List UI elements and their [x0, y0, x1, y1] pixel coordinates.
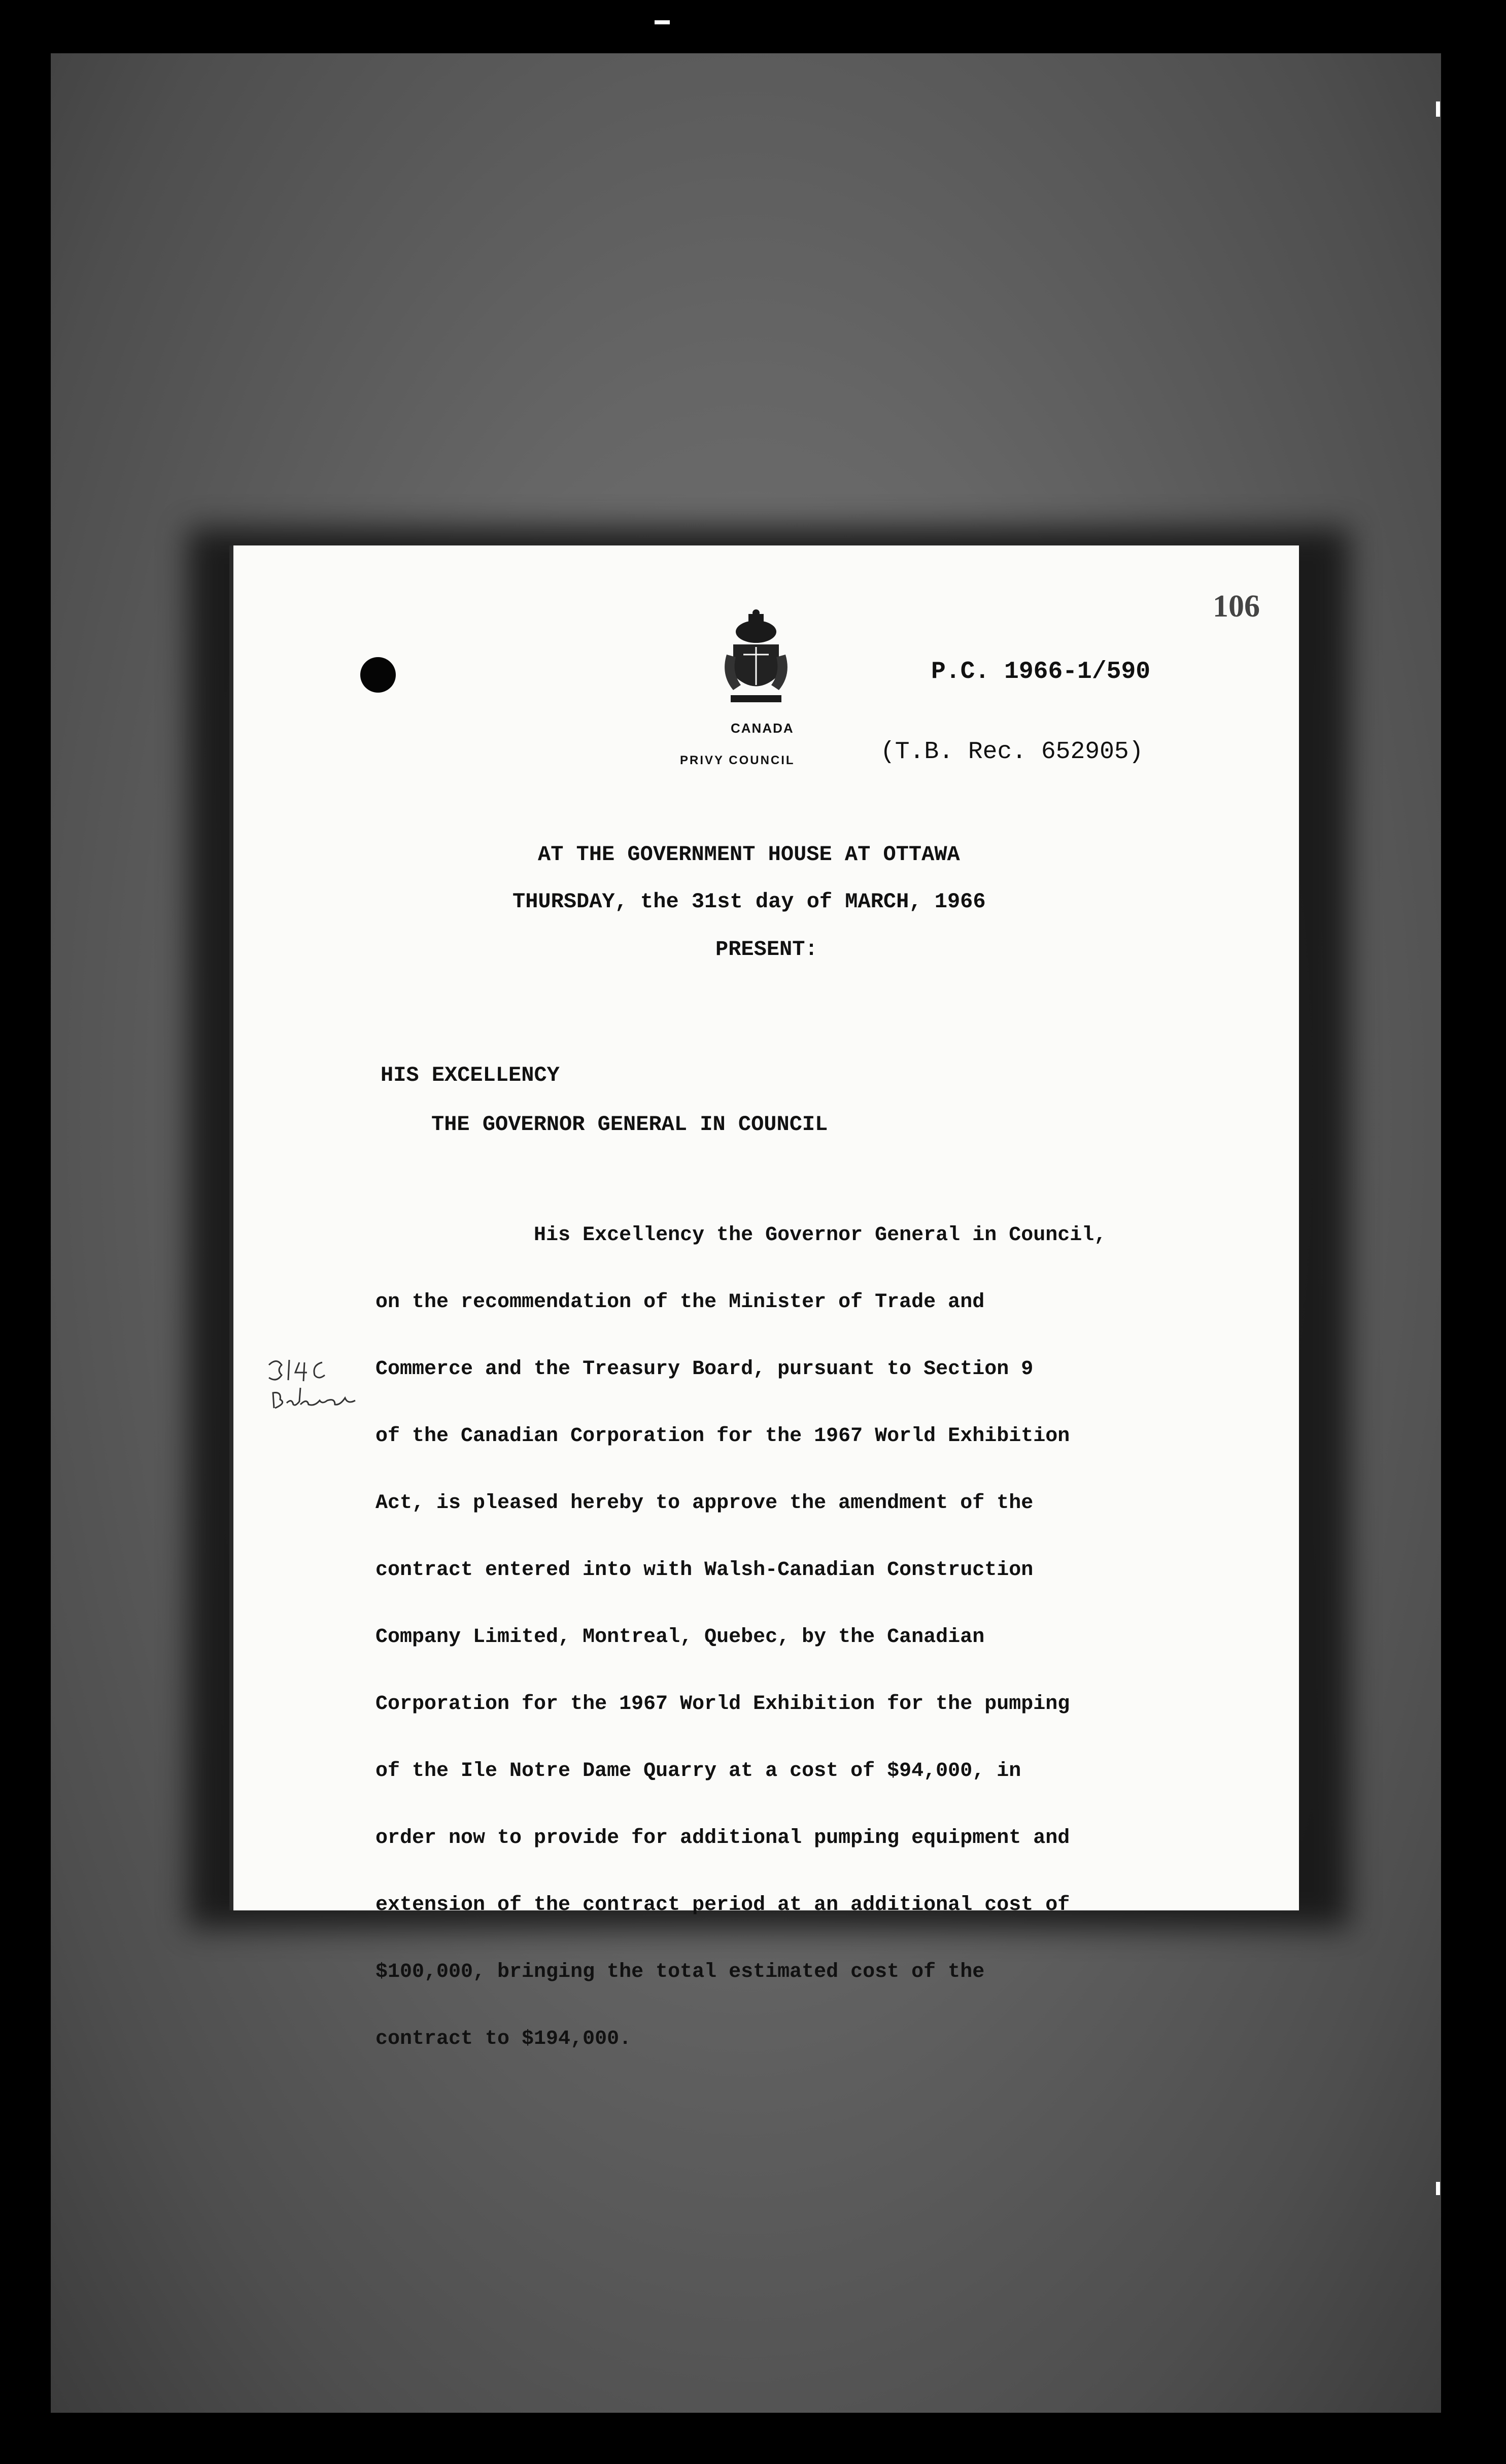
document-page — [233, 545, 1299, 2050]
film-mark — [655, 20, 670, 24]
film-mark — [1436, 2182, 1440, 2195]
body-line: order now to provide for additional pumping equipment and — [375, 1827, 1070, 1850]
pc-number: P.C. 1966-1/590 — [931, 658, 1151, 686]
body-line: contract to $194,000. — [375, 2028, 632, 2050]
governor-general-heading: THE GOVERNOR GENERAL IN COUNCIL — [431, 1112, 828, 1137]
film-mark — [1436, 101, 1440, 117]
punch-hole — [360, 657, 396, 693]
present-heading: PRESENT: — [715, 937, 818, 962]
date-line: THURSDAY, the 31st day of MARCH, 1966 — [512, 889, 986, 914]
body-line: Company Limited, Montreal, Quebec, by the Canadian — [375, 1626, 985, 1649]
his-excellency-heading: HIS EXCELLENCY — [381, 1063, 560, 1087]
body-line: extension of the contract period at an additional cost of — [375, 1894, 1070, 1917]
crest-country-label: CANADA — [731, 721, 794, 736]
body-line: on the recommendation of the Minister of Trade and — [375, 1291, 985, 1314]
body-line: of the Canadian Corporation for the 1967 World Exhibition — [375, 1425, 1070, 1448]
page-number: 106 — [1213, 589, 1260, 624]
location-heading: AT THE GOVERNMENT HOUSE AT OTTAWA — [538, 842, 960, 867]
body-line: His Excellency the Governor General in Council, — [375, 1224, 1107, 1247]
body-line: $100,000, bringing the total estimated cost of the — [375, 1961, 985, 1983]
treasury-board-reference: (T.B. Rec. 652905) — [880, 738, 1144, 766]
body-line: contract entered into with Walsh-Canadian Construction — [375, 1559, 1034, 1582]
body-line: Commerce and the Treasury Board, pursuant to Section 9 — [375, 1358, 1034, 1381]
order-body — [375, 1180, 1106, 2095]
body-line: of the Ile Notre Dame Quarry at a cost of $94,000, in — [375, 1760, 1021, 1783]
handwritten-margin-note — [264, 1350, 365, 1426]
body-line: Act, is pleased hereby to approve the amendment of the — [375, 1492, 1034, 1515]
body-line: Corporation for the 1967 World Exhibition for the pumping — [375, 1693, 1070, 1716]
coat-of-arms-icon — [721, 609, 792, 710]
crest-office-label: PRIVY COUNCIL — [680, 754, 795, 767]
